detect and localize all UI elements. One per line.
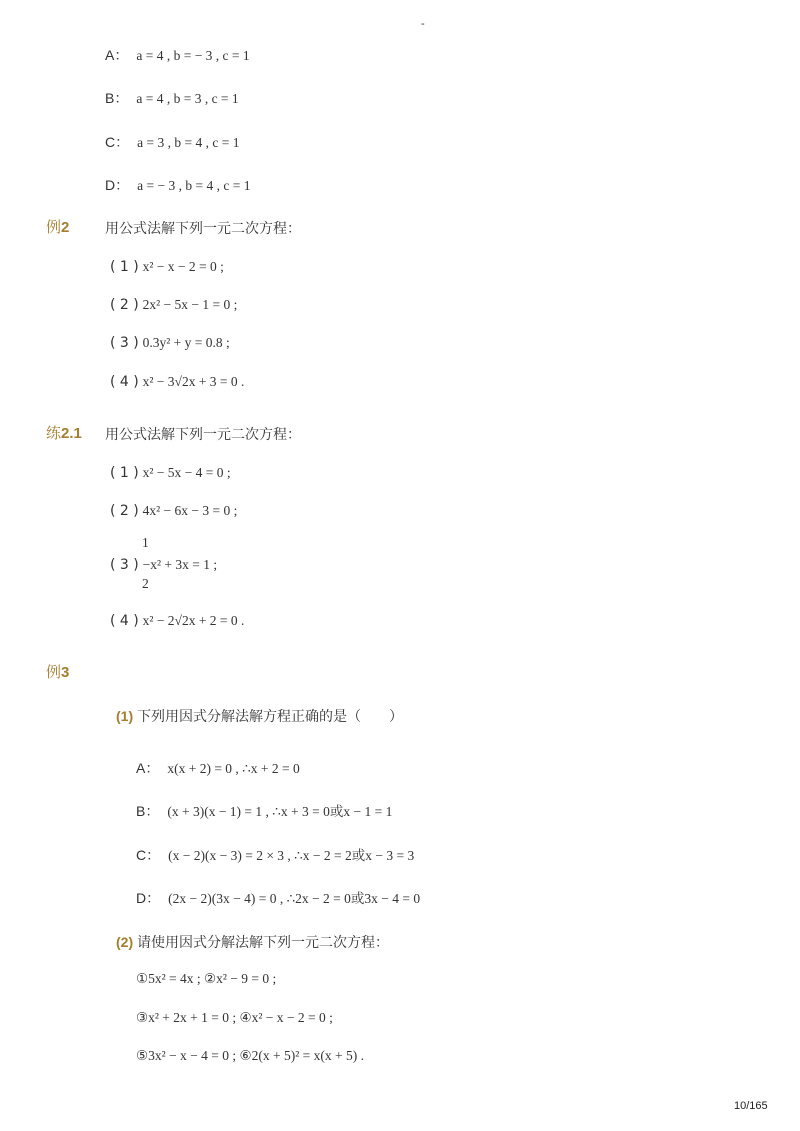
example-3-option-a (136, 758, 300, 779)
example-3-option-d (136, 888, 420, 909)
option-label: C： (105, 134, 130, 150)
example-3-part-2-instruction (116, 932, 389, 952)
item-label: ( 2 ) (110, 297, 139, 313)
item-math: 4x² − 6x − 3 = 0 ; (142, 503, 238, 518)
tag-number: 3 (61, 664, 70, 681)
item-label: ( 1 ) (110, 259, 139, 275)
option-math: a = 4 , b = 3 , c = 1 (136, 91, 239, 106)
item-math: x² − 2√2x + 2 = 0 . (142, 613, 245, 628)
tag-prefix: 练 (46, 425, 62, 442)
practice-item-2 (110, 500, 237, 521)
practice-2-1-instruction: 用公式法解下列一元二次方程： (105, 426, 301, 442)
example-2-item-3 (110, 332, 230, 353)
question-text: 下列用因式分解法解方程正确的是（ ） (137, 708, 404, 724)
option-math: (2x − 2)(3x − 4) = 0 , ∴2x − 2 = 0或3x − 4 = 0 (168, 891, 421, 906)
option-label: A： (136, 760, 160, 776)
example-3-option-b (136, 801, 392, 822)
part-2-line-1: ①5x² = 4x ; ②x² − 9 = 0 ; (136, 971, 277, 986)
item-math: −x² + 3x = 1 ; (142, 557, 218, 572)
practice-item-4 (110, 610, 244, 631)
part-label: (2) (116, 934, 134, 950)
option-a (105, 45, 250, 66)
option-label: B： (105, 90, 129, 106)
part-2-line-2: ③x² + 2x + 1 = 0 ; ④x² − x − 2 = 0 ; (136, 1010, 333, 1025)
page-number: 10/165 (734, 1100, 768, 1112)
item-math: 2x² − 5x − 1 = 0 ; (142, 297, 238, 312)
example-3-option-c (136, 845, 414, 866)
practice-item-3 (110, 554, 217, 575)
option-b (105, 88, 239, 109)
example-2-instruction: 用公式法解下列一元二次方程： (105, 220, 301, 236)
tag-number: 2.1 (61, 425, 82, 442)
example-3-part-1-question (116, 706, 403, 726)
tag-prefix: 例 (46, 664, 62, 681)
part-2-line-3: ⑤3x² − x − 4 = 0 ; ⑥2(x + 5)² = x(x + 5) . (136, 1048, 364, 1063)
item-math: x² − 3√2x + 3 = 0 . (142, 374, 245, 389)
header-mark: - (421, 18, 425, 30)
option-math: a = − 3 , b = 4 , c = 1 (137, 178, 251, 193)
item-label: ( 3 ) (110, 335, 139, 351)
item-label: ( 4 ) (110, 374, 139, 390)
option-math: a = 3 , b = 4 , c = 1 (137, 135, 240, 150)
tag-number: 2 (61, 219, 70, 236)
tag-prefix: 例 (46, 219, 62, 236)
example-3-tag (46, 663, 69, 683)
instruction-text: 请使用因式分解法解下列一元二次方程： (137, 934, 390, 950)
practice-2-1-tag (46, 424, 82, 444)
item-label: ( 1 ) (110, 465, 139, 481)
item-math: x² − 5x − 4 = 0 ; (142, 465, 231, 480)
item-math: x² − x − 2 = 0 ; (142, 259, 224, 274)
option-label: B： (136, 803, 160, 819)
option-math: (x − 2)(x − 3) = 2 × 3 , ∴x − 2 = 2或x − 3 = 3 (168, 848, 415, 863)
example-2-tag (46, 218, 69, 238)
example-2-item-4 (110, 371, 244, 392)
practice-item-1 (110, 462, 231, 483)
option-label: D： (136, 890, 161, 906)
option-math: a = 4 , b = − 3 , c = 1 (136, 48, 250, 63)
item-label: ( 4 ) (110, 613, 139, 629)
option-math: x(x + 2) = 0 , ∴x + 2 = 0 (167, 761, 300, 776)
fraction-numerator: 1 (142, 535, 149, 550)
option-label: C： (136, 847, 161, 863)
option-label: A： (105, 47, 129, 63)
example-2-item-1 (110, 256, 224, 277)
option-label: D： (105, 177, 130, 193)
item-label: ( 2 ) (110, 503, 139, 519)
example-2-item-2 (110, 294, 237, 315)
part-label: (1) (116, 708, 134, 724)
option-math: (x + 3)(x − 1) = 1 , ∴x + 3 = 0或x − 1 = 1 (167, 804, 393, 819)
fraction-denominator: 2 (142, 576, 149, 591)
item-label: ( 3 ) (110, 557, 139, 573)
item-math: 0.3y² + y = 0.8 ; (142, 335, 230, 350)
option-d (105, 175, 250, 196)
option-c (105, 132, 239, 153)
